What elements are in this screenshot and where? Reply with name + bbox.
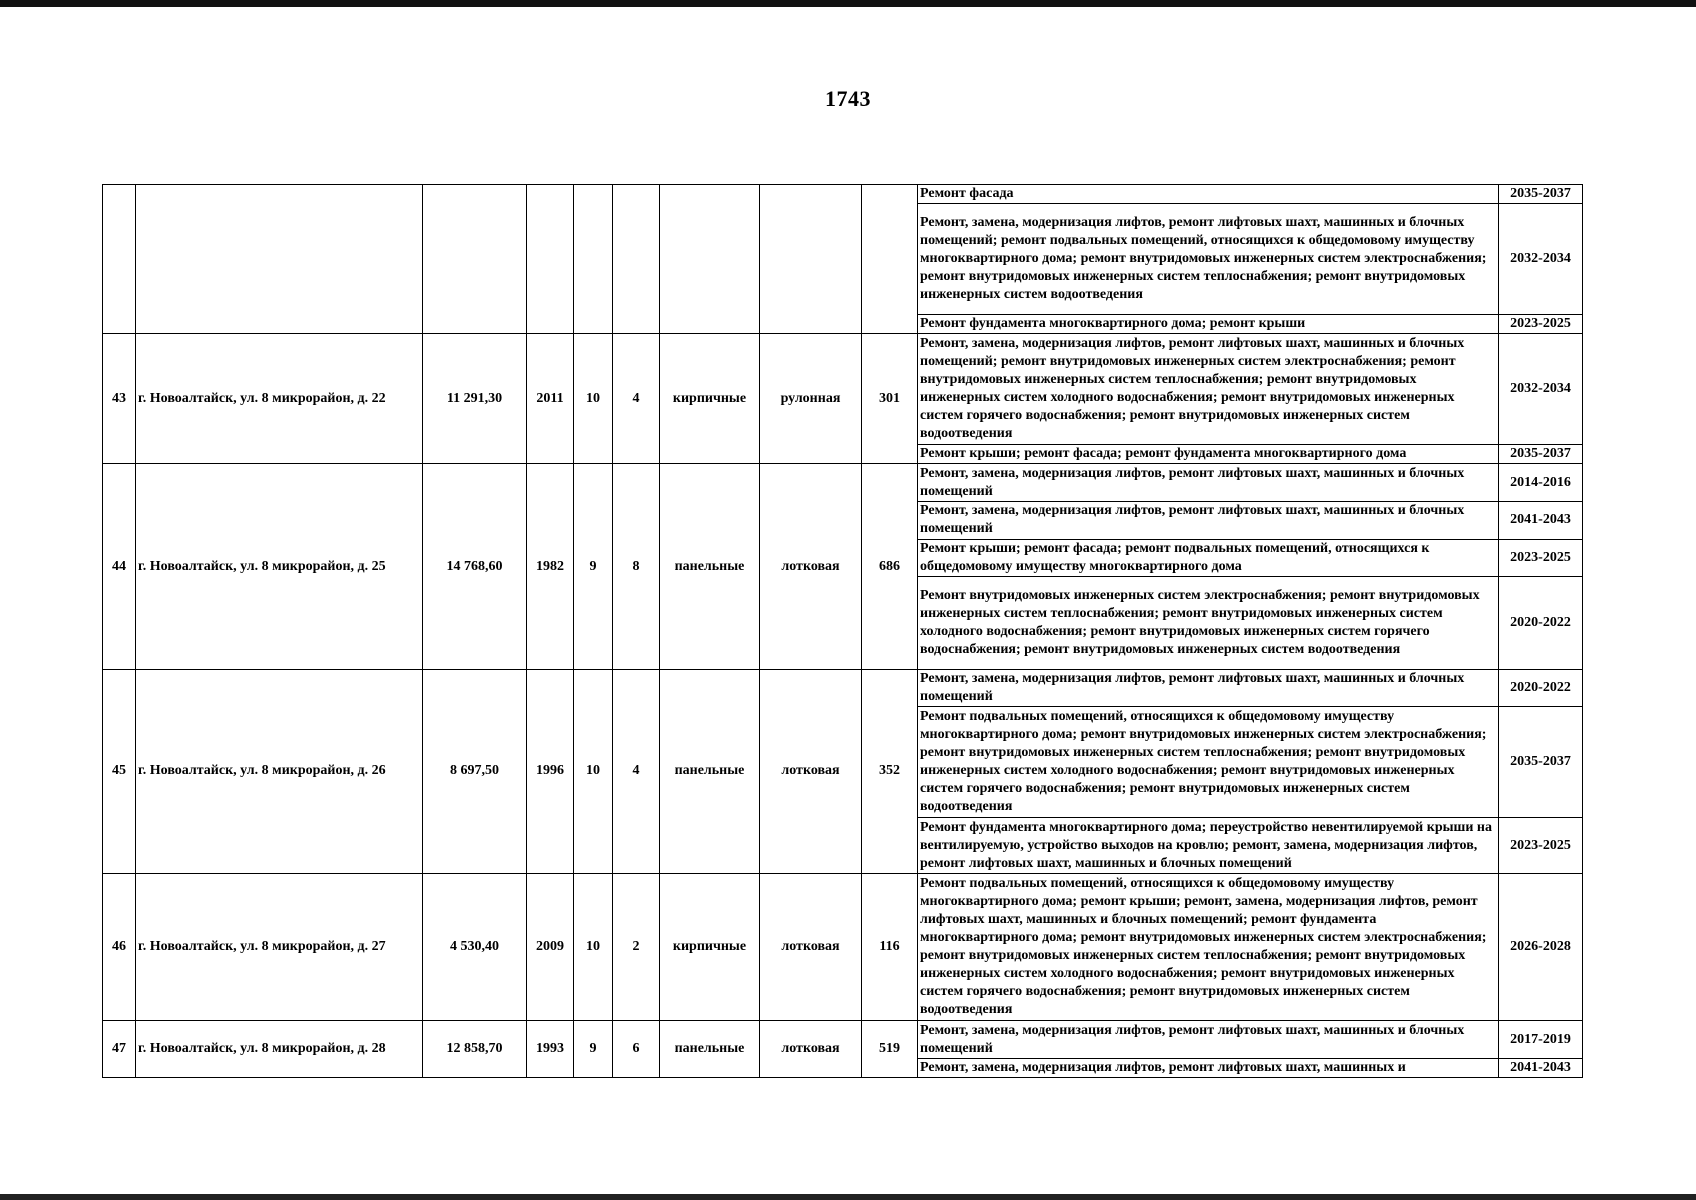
commission-year-cell: 2011 — [527, 334, 574, 464]
repair-period-cell: 2023-2025 — [1499, 818, 1583, 874]
repair-period-cell: 2023-2025 — [1499, 539, 1583, 577]
roof-type-cell: лотковая — [760, 874, 862, 1021]
floor-count-cell: 9 — [574, 1021, 613, 1078]
scan-bottom-edge — [0, 1194, 1696, 1200]
repair-works-cell: Ремонт фасада — [918, 185, 1499, 204]
resident-count-cell: 519 — [862, 1021, 918, 1078]
house-address-cell: г. Новоалтайск, ул. 8 микрорайон, д. 25 — [136, 464, 423, 669]
commission-year-cell: 1993 — [527, 1021, 574, 1078]
resident-count-cell — [862, 185, 918, 334]
repair-period-cell: 2041-2043 — [1499, 1059, 1583, 1078]
commission-year-cell: 2009 — [527, 874, 574, 1021]
total-area-cell: 8 697,50 — [423, 669, 527, 873]
floor-count-cell: 10 — [574, 334, 613, 464]
total-area-cell: 4 530,40 — [423, 874, 527, 1021]
table-row — [103, 464, 1583, 502]
wall-material-cell: панельные — [660, 464, 760, 669]
house-address-cell: г. Новоалтайск, ул. 8 микрорайон, д. 28 — [136, 1021, 423, 1078]
repair-works-cell: Ремонт фундамента многоквартирного дома; переустройство невентилируемой крыши на вентилируемую, устройство выходов на кровлю; ремонт, замена, модернизация лифтов, ремонт лифтовых шахт, машинных и блочных помещений — [918, 818, 1499, 874]
house-address-cell — [136, 185, 423, 334]
wall-material-cell — [660, 185, 760, 334]
entrance-count-cell: 2 — [613, 874, 660, 1021]
roof-type-cell: лотковая — [760, 1021, 862, 1078]
repair-works-cell: Ремонт, замена, модернизация лифтов, ремонт лифтовых шахт, машинных и — [918, 1059, 1499, 1078]
repair-period-cell: 2035-2037 — [1499, 185, 1583, 204]
house-number-cell — [103, 185, 136, 334]
table-row — [103, 874, 1583, 1021]
resident-count-cell: 686 — [862, 464, 918, 669]
entrance-count-cell: 6 — [613, 1021, 660, 1078]
commission-year-cell: 1996 — [527, 669, 574, 873]
wall-material-cell: кирпичные — [660, 874, 760, 1021]
entrance-count-cell: 4 — [613, 334, 660, 464]
repair-period-cell: 2032-2034 — [1499, 334, 1583, 445]
capital-repair-table — [102, 184, 1583, 1078]
wall-material-cell: панельные — [660, 669, 760, 873]
repair-period-cell: 2023-2025 — [1499, 315, 1583, 334]
repair-works-cell: Ремонт подвальных помещений, относящихся к общедомовому имуществу многоквартирного дома; ремонт крыши; ремонт, замена, модернизация лифтов, ремонт лифтовых шахт, машинных и блочных помещений; ремонт фундамента многоквартирного дома; ремонт внутридомовых инженерных систем электроснабжения; ремонт внутридомовых инженерных систем теплоснабжения; ремонт внутридомовых инженерных систем холодного водоснабжения; ремонт внутридомовых инженерных систем горячего водоснабжения; ремонт внутридомовых инженерных систем водоотведения — [918, 874, 1499, 1021]
commission-year-cell — [527, 185, 574, 334]
total-area-cell — [423, 185, 527, 334]
repair-period-cell: 2032-2034 — [1499, 204, 1583, 315]
repair-works-cell: Ремонт подвальных помещений, относящихся к общедомовому имуществу многоквартирного дома; ремонт внутридомовых инженерных систем электроснабжения; ремонт внутридомовых инженерных систем теплоснабжения; ремонт внутридомовых инженерных систем холодного водоснабжения; ремонт внутридомовых инженерных систем горячего водоснабжения; ремонт внутридомовых инженерных систем водоотведения — [918, 707, 1499, 818]
roof-type-cell — [760, 185, 862, 334]
repair-works-cell: Ремонт крыши; ремонт фасада; ремонт подвальных помещений, относящихся к общедомовому имуществу многоквартирного дома — [918, 539, 1499, 577]
roof-type-cell: рулонная — [760, 334, 862, 464]
house-address-cell: г. Новоалтайск, ул. 8 микрорайон, д. 26 — [136, 669, 423, 873]
repair-works-cell: Ремонт, замена, модернизация лифтов, ремонт лифтовых шахт, машинных и блочных помещений — [918, 669, 1499, 707]
floor-count-cell: 10 — [574, 874, 613, 1021]
repair-works-cell: Ремонт, замена, модернизация лифтов, ремонт лифтовых шахт, машинных и блочных помещений; ремонт внутридомовых инженерных систем электроснабжения; ремонт внутридомовых инженерных систем теплоснабжения; ремонт внутридомовых инженерных систем холодного водоснабжения; ремонт внутридомовых инженерных систем горячего водоснабжения; ремонт внутридомовых инженерных систем водоотведения — [918, 334, 1499, 445]
repair-period-cell: 2020-2022 — [1499, 669, 1583, 707]
total-area-cell: 11 291,30 — [423, 334, 527, 464]
house-address-cell: г. Новоалтайск, ул. 8 микрорайон, д. 22 — [136, 334, 423, 464]
house-number-cell: 47 — [103, 1021, 136, 1078]
repair-works-cell: Ремонт, замена, модернизация лифтов, ремонт лифтовых шахт, машинных и блочных помещений — [918, 502, 1499, 540]
floor-count-cell: 10 — [574, 669, 613, 873]
table-row — [103, 669, 1583, 707]
scan-top-edge — [0, 0, 1696, 7]
entrance-count-cell: 4 — [613, 669, 660, 873]
house-number-cell: 46 — [103, 874, 136, 1021]
repair-works-cell: Ремонт, замена, модернизация лифтов, ремонт лифтовых шахт, машинных и блочных помещений — [918, 1021, 1499, 1059]
repair-period-cell: 2041-2043 — [1499, 502, 1583, 540]
table-row — [103, 1021, 1583, 1059]
repair-works-cell: Ремонт, замена, модернизация лифтов, ремонт лифтовых шахт, машинных и блочных помещений; ремонт подвальных помещений, относящихся к общедомовому имуществу многоквартирного дома; ремонт внутридомовых инженерных систем электроснабжения; ремонт внутридомовых инженерных систем теплоснабжения; ремонт внутридомовых инженерных систем водоотведения — [918, 204, 1499, 315]
house-address-cell: г. Новоалтайск, ул. 8 микрорайон, д. 27 — [136, 874, 423, 1021]
house-number-cell: 44 — [103, 464, 136, 669]
house-number-cell: 45 — [103, 669, 136, 873]
repair-works-cell: Ремонт внутридомовых инженерных систем электроснабжения; ремонт внутридомовых инженерных систем теплоснабжения; ремонт внутридомовых инженерных систем холодного водоснабжения; ремонт внутридомовых инженерных систем горячего водоснабжения; ремонт внутридомовых инженерных систем водоотведения — [918, 577, 1499, 670]
repair-period-cell: 2014-2016 — [1499, 464, 1583, 502]
repair-works-cell: Ремонт крыши; ремонт фасада; ремонт фундамента многоквартирного дома — [918, 445, 1499, 464]
repair-period-cell: 2020-2022 — [1499, 577, 1583, 670]
entrance-count-cell: 8 — [613, 464, 660, 669]
page-number: 1743 — [825, 86, 871, 111]
table-row — [103, 334, 1583, 445]
house-number-cell: 43 — [103, 334, 136, 464]
total-area-cell: 14 768,60 — [423, 464, 527, 669]
repair-period-cell: 2026-2028 — [1499, 874, 1583, 1021]
repair-works-cell: Ремонт, замена, модернизация лифтов, ремонт лифтовых шахт, машинных и блочных помещений — [918, 464, 1499, 502]
floor-count-cell — [574, 185, 613, 334]
resident-count-cell: 352 — [862, 669, 918, 873]
commission-year-cell: 1982 — [527, 464, 574, 669]
entrance-count-cell — [613, 185, 660, 334]
roof-type-cell: лотковая — [760, 464, 862, 669]
table-row — [103, 185, 1583, 204]
total-area-cell: 12 858,70 — [423, 1021, 527, 1078]
roof-type-cell: лотковая — [760, 669, 862, 873]
wall-material-cell: кирпичные — [660, 334, 760, 464]
resident-count-cell: 301 — [862, 334, 918, 464]
resident-count-cell: 116 — [862, 874, 918, 1021]
wall-material-cell: панельные — [660, 1021, 760, 1078]
repair-works-cell: Ремонт фундамента многоквартирного дома; ремонт крыши — [918, 315, 1499, 334]
repair-period-cell: 2017-2019 — [1499, 1021, 1583, 1059]
repair-period-cell: 2035-2037 — [1499, 707, 1583, 818]
floor-count-cell: 9 — [574, 464, 613, 669]
repair-period-cell: 2035-2037 — [1499, 445, 1583, 464]
